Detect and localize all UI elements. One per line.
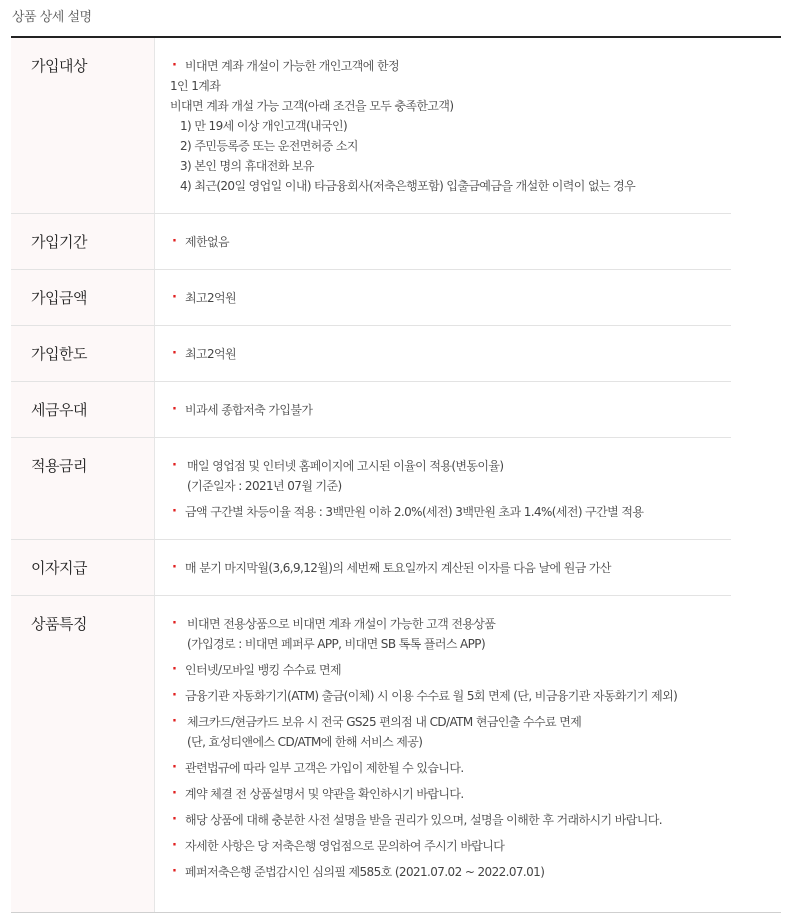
row-content	[154, 270, 781, 326]
row-label-cell	[11, 270, 155, 326]
list-item	[170, 614, 771, 654]
list-item	[170, 558, 771, 578]
row-features	[11, 596, 781, 913]
row-period	[11, 214, 781, 270]
bullet-text: · 매일 영업점 및 인터넷 홈페이지에 고시된 이율이 적용(변동이율)	[187, 459, 504, 473]
list-item	[170, 810, 771, 830]
list-item	[170, 758, 771, 778]
condition-item: 2) 주민등록증 또는 운전면허증 소지	[180, 139, 358, 153]
bullet-text: 최고2억원	[185, 347, 237, 361]
list-item	[170, 400, 771, 420]
row-label-cell	[11, 382, 155, 438]
list-item	[170, 836, 771, 856]
list-item	[170, 232, 771, 252]
list-item	[170, 862, 771, 882]
note-line: 비대면 계좌 개설 가능 고객(아래 조건을 모두 충족한고객)	[170, 99, 454, 113]
bullet-text: 페퍼저축은행 준법감시인 심의필 제585호 (2021.07.02 ~ 2022.07.01)	[185, 865, 545, 879]
condition-item: 3) 본인 명의 휴대전화 보유	[180, 159, 314, 173]
row-content	[154, 214, 781, 270]
list-item	[170, 456, 771, 496]
row-eligibility	[11, 38, 781, 214]
bullet-text: 제한없음	[185, 235, 229, 249]
row-label: 적용금리	[31, 457, 87, 475]
condition-item: 4) 최근(20일 영업일 이내) 타금융회사(저축은행포함) 입출금예금을 개설한 이력이 없는 경우	[180, 179, 636, 193]
row-amount	[11, 270, 781, 326]
bullet-subtext: (단, 효성티앤에스 CD/ATM에 한해 서비스 제공)	[187, 735, 423, 749]
row-label-cell	[11, 326, 155, 382]
row-label: 세금우대	[31, 401, 87, 419]
list-item	[170, 784, 771, 804]
row-interest	[11, 540, 781, 596]
list-item	[170, 502, 771, 522]
row-label-cell	[11, 596, 155, 912]
row-content	[154, 438, 781, 540]
bullet-subtext: (기준일자 : 2021년 07월 기준)	[187, 479, 342, 493]
row-limit	[11, 326, 781, 382]
row-label: 상품특징	[31, 615, 87, 633]
row-label-cell	[11, 214, 155, 270]
row-label-cell	[11, 438, 155, 540]
row-content	[154, 38, 781, 214]
note-line: 1인 1계좌	[170, 79, 221, 93]
product-detail-table	[11, 36, 781, 913]
row-label: 가입금액	[31, 289, 87, 307]
bullet-text: 비과세 종합저축 가입불가	[185, 403, 313, 417]
row-content	[154, 326, 781, 382]
row-label-cell	[11, 38, 155, 214]
row-label: 가입한도	[31, 345, 87, 363]
row-label: 이자지급	[31, 559, 87, 577]
row-label: 가입대상	[31, 57, 87, 75]
row-tax	[11, 382, 781, 438]
condition-item: 1) 만 19세 이상 개인고객(내국인)	[180, 119, 348, 133]
bullet-text: 금융기관 자동화기기(ATM) 출금(이체) 시 이용 수수료 월 5회 면제 (단, 비금융기관 자동화기기 제외)	[185, 689, 678, 703]
list-item	[170, 288, 771, 308]
list-item	[170, 712, 771, 752]
row-label-cell	[11, 540, 155, 596]
bullet-text: 해당 상품에 대해 충분한 사전 설명을 받을 권리가 있으며, 설명을 이해한 후 거래하시기 바랍니다.	[185, 813, 662, 827]
row-label: 가입기간	[31, 233, 87, 251]
list-item	[170, 660, 771, 680]
row-content	[154, 540, 781, 596]
bullet-text: 관련법규에 따라 일부 고객은 가입이 제한될 수 있습니다.	[185, 761, 464, 775]
bullet-subtext: (가입경로 : 비대면 페퍼루 APP, 비대면 SB 톡톡 플러스 APP)	[187, 637, 486, 651]
bullet-text: 최고2억원	[185, 291, 237, 305]
bullet-text: 금액 구간별 차등이율 적용 : 3백만원 이하 2.0%(세전) 3백만원 초과 1.4%(세전) 구간별 적용	[185, 505, 644, 519]
bullet-text: 인터넷/모바일 뱅킹 수수료 면제	[185, 663, 341, 677]
bullet-text: 계약 체결 전 상품설명서 및 약관을 확인하시기 바랍니다.	[185, 787, 464, 801]
bullet-text: 비대면 계좌 개설이 가능한 개인고객에 한정	[185, 59, 399, 73]
row-content	[154, 382, 781, 438]
bullet-text: · 체크카드/현금카드 보유 시 전국 GS25 편의점 내 CD/ATM 현금인출 수수료 면제	[187, 715, 582, 729]
list-item	[170, 56, 771, 76]
list-item	[170, 686, 771, 706]
row-content	[154, 596, 781, 912]
bullet-text: 매 분기 마지막월(3,6,9,12월)의 세번째 토요일까지 계산된 이자를 다음 날에 원금 가산	[185, 561, 611, 575]
row-rate	[11, 438, 781, 540]
page-title: 상품 상세 설명	[12, 10, 92, 25]
bullet-text: 자세한 사항은 당 저축은행 영업점으로 문의하여 주시기 바랍니다	[185, 839, 505, 853]
bullet-text: · 비대면 전용상품으로 비대면 계좌 개설이 가능한 고객 전용상품	[187, 617, 496, 631]
list-item	[170, 344, 771, 364]
